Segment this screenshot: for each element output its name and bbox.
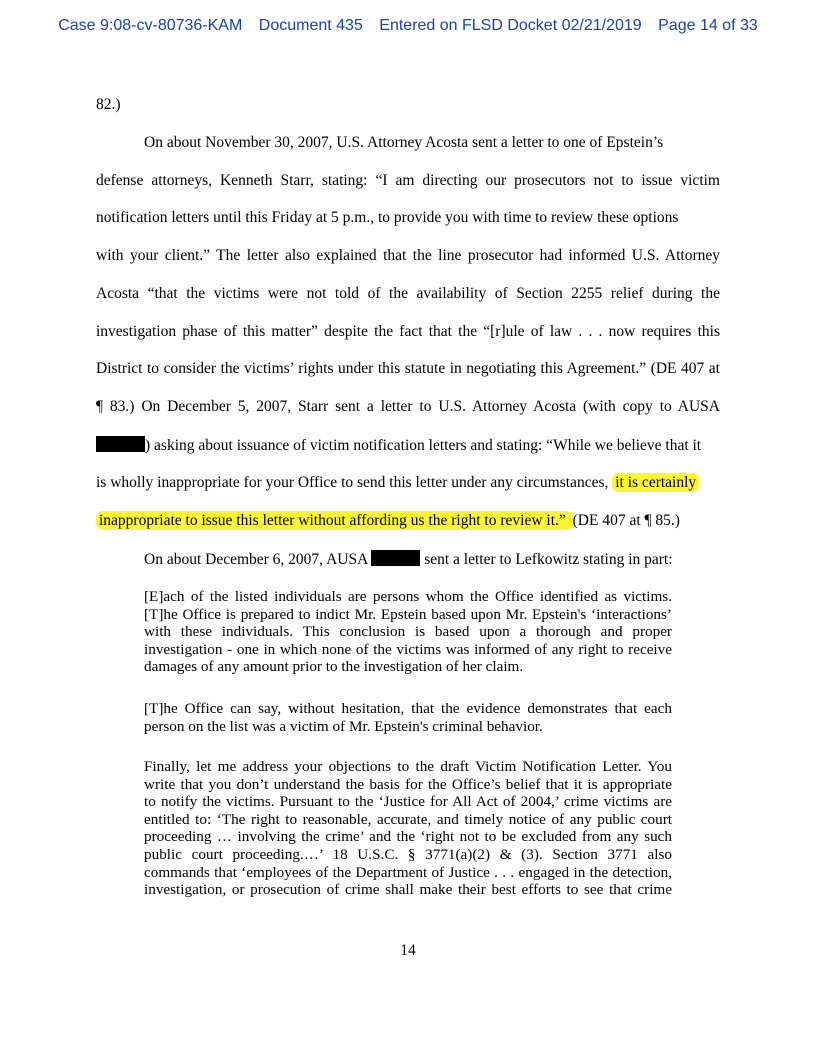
block-quote	[144, 588, 672, 676]
quote-line: commands that ‘employees of the Department of Justice . . . engaged in the detection,	[144, 863, 672, 881]
quote-line: person on the list was a victim of Mr. Epstein's criminal behavior.	[144, 717, 543, 735]
quote-line: Finally, let me address your objections to the draft Victim Notification Letter. You	[144, 758, 672, 775]
quote-line: [E]ach of the listed individuals are persons whom the Office identified as victims.	[144, 588, 672, 605]
redaction-block	[96, 436, 145, 452]
block-quote	[144, 700, 672, 735]
entered-date: Entered on FLSD Docket 02/21/2019	[379, 17, 642, 34]
body-line: Acosta “that the victims were not told of the availability of Section 2255 relief during the	[96, 285, 720, 302]
document-number: Document 435	[258, 17, 363, 34]
line-text: is wholly inappropriate for your Office to send this letter under any circumstances,	[96, 474, 613, 491]
body-line	[96, 436, 720, 455]
quote-line: entitled to: ‘The right to reasonable, accurate, and timely notice of any public court	[144, 810, 672, 828]
body-line	[96, 512, 720, 530]
quote-line: proceeding … involving the crime’ and the ‘right not to be excluded from any such	[144, 828, 672, 846]
body-line: notification letters until this Friday at 5 p.m., to provide you with time to review these options	[96, 209, 679, 226]
body-line: ¶ 83.) On December 5, 2007, Starr sent a letter to U.S. Attorney Acosta (with copy to AUSA	[96, 398, 720, 415]
quote-line: investigation - one in which none of the victims was informed of any right to receive	[144, 640, 672, 658]
quote-line: damages of any amount prior to the investigation of her claim.	[144, 658, 524, 676]
quote-line: public court proceeding.…’ 18 U.S.C. § 3771(a)(2) & (3). Section 3771 also	[144, 845, 672, 863]
highlighted-text: inappropriate to issue this letter without affording us the right to review it.”	[96, 511, 573, 530]
quote-line: [T]he Office can say, without hesitation, that the evidence demonstrates that each	[144, 700, 672, 717]
page-number: 14	[400, 942, 416, 959]
redaction-block	[371, 550, 420, 566]
quote-line: investigation, or prosecution of crime shall make their best efforts to see that crime	[144, 881, 672, 899]
body-line: with your client.” The letter also explained that the line prosecutor had informed U.S. Attorney	[96, 247, 720, 264]
body-line	[96, 474, 720, 492]
quote-line: to notify the victims. Pursuant to the ‘Justice for All Act of 2004,’ crime victims are	[144, 793, 672, 811]
body-line: District to consider the victims’ rights under this statute in negotiating this Agreement.” (DE 407 at	[96, 360, 720, 377]
quote-line: [T]he Office is prepared to indict Mr. Epstein based upon Mr. Epstein's ‘interactions’	[144, 605, 672, 623]
docket-header	[0, 17, 816, 35]
quote-line: write that you don’t understand the basis for the Office’s belief that it is appropriate	[144, 775, 672, 793]
body-line: 82.)	[96, 96, 121, 113]
case-number: Case 9:08-cv-80736-KAM	[58, 17, 243, 34]
body-line	[144, 550, 720, 569]
line-text: ) asking about issuance of victim notification letters and stating: “While we believe that it	[145, 437, 702, 454]
quote-line: with these individuals. This conclusion is based upon a thorough and proper	[144, 623, 672, 641]
body-line: On about November 30, 2007, U.S. Attorney Acosta sent a letter to one of Epstein’s	[144, 134, 664, 151]
line-text: On about December 6, 2007, AUSA	[144, 551, 372, 568]
block-quote	[144, 758, 672, 899]
highlighted-text: it is certainly	[612, 473, 699, 492]
body-line: investigation phase of this matter” despite the fact that the “[r]ule of law . . . now requires this	[96, 323, 720, 340]
body-line: defense attorneys, Kenneth Starr, stating: “I am directing our prosecutors not to issue victim	[96, 172, 720, 189]
line-text: (DE 407 at ¶ 85.)	[572, 512, 680, 529]
page-indicator: Page 14 of 33	[658, 17, 758, 34]
line-text: sent a letter to Lefkowitz stating in part:	[420, 551, 673, 568]
